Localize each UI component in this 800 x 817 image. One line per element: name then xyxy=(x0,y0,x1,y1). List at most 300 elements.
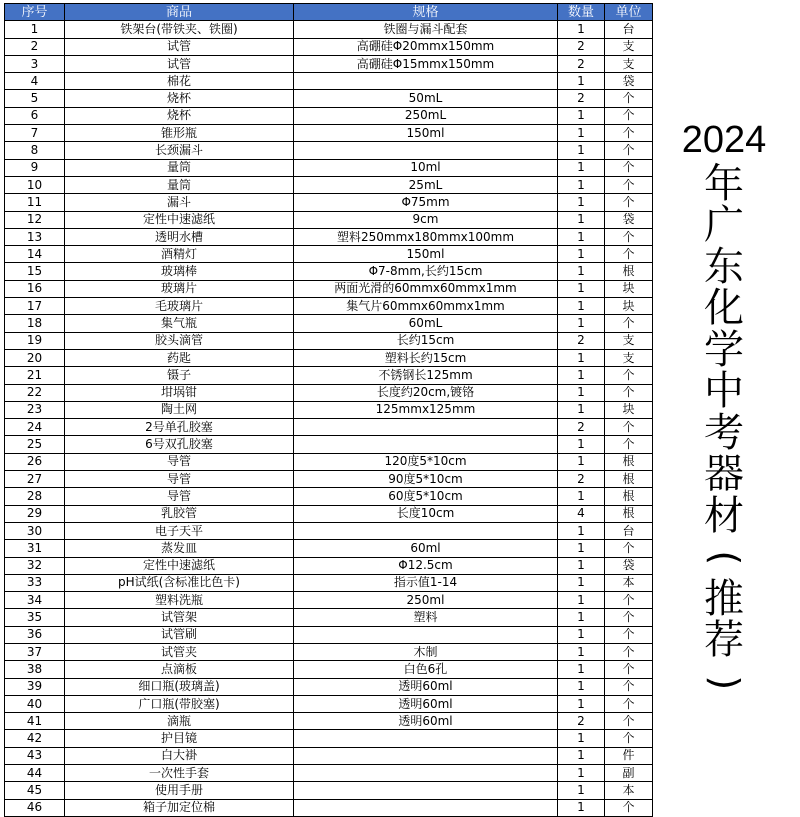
title-open-paren xyxy=(676,537,772,579)
item-name-cell: 坩埚钳 xyxy=(65,384,294,401)
item-spec-cell xyxy=(294,419,558,436)
item-spec-cell xyxy=(294,799,558,816)
item-unit-cell: 块 xyxy=(605,401,653,418)
item-name-cell: 长颈漏斗 xyxy=(65,142,294,159)
row-number-cell: 15 xyxy=(5,263,65,280)
table-row xyxy=(5,540,653,557)
item-spec-cell: 塑料长约15cm xyxy=(294,349,558,366)
item-qty-cell: 1 xyxy=(558,228,605,245)
item-unit-cell: 块 xyxy=(605,280,653,297)
equipment-table xyxy=(4,3,653,817)
row-number-cell: 4 xyxy=(5,73,65,90)
table-row xyxy=(5,228,653,245)
item-unit-cell: 个 xyxy=(605,436,653,453)
item-spec-cell: Φ7-8mm,长约15cm xyxy=(294,263,558,280)
row-number-cell: 29 xyxy=(5,505,65,522)
title-char: 年 xyxy=(704,160,744,207)
table-row xyxy=(5,799,653,816)
item-unit-cell: 个 xyxy=(605,107,653,124)
item-unit-cell: 个 xyxy=(605,228,653,245)
table-row xyxy=(5,176,653,193)
item-spec-cell: 150ml xyxy=(294,125,558,142)
item-qty-cell: 1 xyxy=(558,125,605,142)
title-char: 考 xyxy=(704,409,744,456)
row-number-cell: 46 xyxy=(5,799,65,816)
item-qty-cell: 2 xyxy=(558,419,605,436)
item-unit-cell: 副 xyxy=(605,765,653,782)
item-spec-cell: 铁圈与漏斗配套 xyxy=(294,21,558,38)
item-unit-cell: 个 xyxy=(605,384,653,401)
item-unit-cell: 根 xyxy=(605,471,653,488)
item-qty-cell: 1 xyxy=(558,643,605,660)
table-row xyxy=(5,349,653,366)
item-unit-cell: 袋 xyxy=(605,211,653,228)
item-name-cell: 锥形瓶 xyxy=(65,125,294,142)
row-number-cell: 31 xyxy=(5,540,65,557)
table-header-row xyxy=(5,4,653,21)
page-title xyxy=(676,120,772,703)
item-unit-cell: 袋 xyxy=(605,73,653,90)
table-row xyxy=(5,436,653,453)
table-row xyxy=(5,505,653,522)
item-spec-cell: 不锈钢长125mm xyxy=(294,367,558,384)
table-row xyxy=(5,38,653,55)
item-spec-cell: 塑料 xyxy=(294,609,558,626)
open-paren-glyph: ( xyxy=(702,550,747,566)
item-name-cell: 铁架台(带铁夹、铁圈) xyxy=(65,21,294,38)
item-name-cell: 药匙 xyxy=(65,349,294,366)
item-name-cell: 广口瓶(带胶塞) xyxy=(65,695,294,712)
row-number-cell: 17 xyxy=(5,298,65,315)
item-qty-cell: 1 xyxy=(558,21,605,38)
title-char: 化 xyxy=(704,285,744,331)
item-spec-cell: 指示值1-14 xyxy=(294,574,558,591)
row-number-cell: 3 xyxy=(5,55,65,72)
row-number-cell: 36 xyxy=(5,626,65,643)
table-row xyxy=(5,678,653,695)
item-qty-cell: 1 xyxy=(558,367,605,384)
item-unit-cell: 个 xyxy=(605,678,653,695)
table-row xyxy=(5,55,653,72)
item-name-cell: 试管架 xyxy=(65,609,294,626)
item-name-cell: 护目镜 xyxy=(65,730,294,747)
item-name-cell: 导管 xyxy=(65,471,294,488)
item-unit-cell: 个 xyxy=(605,194,653,211)
item-spec-cell xyxy=(294,142,558,159)
item-unit-cell: 根 xyxy=(605,453,653,470)
row-number-cell: 32 xyxy=(5,557,65,574)
title-char: 学 xyxy=(704,326,744,373)
title-close-paren xyxy=(676,662,772,704)
item-unit-cell: 本 xyxy=(605,574,653,591)
item-unit-cell: 根 xyxy=(605,263,653,280)
item-spec-cell xyxy=(294,730,558,747)
item-qty-cell: 1 xyxy=(558,159,605,176)
row-number-cell: 10 xyxy=(5,176,65,193)
table-row xyxy=(5,626,653,643)
item-spec-cell: 木制 xyxy=(294,643,558,660)
item-name-cell: 毛玻璃片 xyxy=(65,298,294,315)
item-qty-cell: 1 xyxy=(558,488,605,505)
item-unit-cell: 个 xyxy=(605,643,653,660)
item-unit-cell: 个 xyxy=(605,125,653,142)
row-number-cell: 19 xyxy=(5,332,65,349)
table-row xyxy=(5,419,653,436)
item-name-cell: pH试纸(含标准比色卡) xyxy=(65,574,294,591)
item-name-cell: 量筒 xyxy=(65,159,294,176)
table-row xyxy=(5,107,653,124)
item-name-cell: 棉花 xyxy=(65,73,294,90)
item-spec-cell: 60度5*10cm xyxy=(294,488,558,505)
row-number-cell: 35 xyxy=(5,609,65,626)
item-name-cell: 细口瓶(玻璃盖) xyxy=(65,678,294,695)
title-char: 中 xyxy=(704,368,744,414)
item-spec-cell: 塑料250mmx180mmx100mm xyxy=(294,228,558,245)
item-name-cell: 陶土网 xyxy=(65,401,294,418)
row-number-cell: 41 xyxy=(5,713,65,730)
row-number-cell: 23 xyxy=(5,401,65,418)
table-row xyxy=(5,73,653,90)
item-name-cell: 烧杯 xyxy=(65,90,294,107)
item-spec-cell xyxy=(294,626,558,643)
table-row xyxy=(5,246,653,263)
item-qty-cell: 1 xyxy=(558,453,605,470)
item-name-cell: 试管 xyxy=(65,55,294,72)
item-unit-cell: 个 xyxy=(605,661,653,678)
row-number-cell: 45 xyxy=(5,782,65,799)
item-spec-cell: 25mL xyxy=(294,176,558,193)
item-name-cell: 箱子加定位棉 xyxy=(65,799,294,816)
item-unit-cell: 个 xyxy=(605,540,653,557)
item-name-cell: 定性中速滤纸 xyxy=(65,557,294,574)
item-unit-cell: 个 xyxy=(605,315,653,332)
item-qty-cell: 1 xyxy=(558,401,605,418)
item-unit-cell: 个 xyxy=(605,159,653,176)
item-unit-cell: 袋 xyxy=(605,557,653,574)
row-number-cell: 26 xyxy=(5,453,65,470)
title-note-char: 荐 xyxy=(704,617,744,663)
item-name-cell: 试管夹 xyxy=(65,643,294,660)
item-qty-cell: 2 xyxy=(558,38,605,55)
item-name-cell: 玻璃棒 xyxy=(65,263,294,280)
item-spec-cell: Φ12.5cm xyxy=(294,557,558,574)
table-row xyxy=(5,384,653,401)
item-qty-cell: 1 xyxy=(558,298,605,315)
item-unit-cell: 根 xyxy=(605,505,653,522)
item-spec-cell: 长度约20cm,镀铬 xyxy=(294,384,558,401)
item-unit-cell: 支 xyxy=(605,55,653,72)
row-number-cell: 5 xyxy=(5,90,65,107)
title-note-char: 推 xyxy=(704,575,744,622)
item-name-cell: 漏斗 xyxy=(65,194,294,211)
item-name-cell: 胶头滴管 xyxy=(65,332,294,349)
row-number-cell: 21 xyxy=(5,367,65,384)
title-char: 广 xyxy=(704,202,744,248)
item-qty-cell: 1 xyxy=(558,263,605,280)
header-qty: 数量 xyxy=(558,4,605,21)
row-number-cell: 8 xyxy=(5,142,65,159)
item-name-cell: 使用手册 xyxy=(65,782,294,799)
item-spec-cell: 90度5*10cm xyxy=(294,471,558,488)
item-spec-cell xyxy=(294,436,558,453)
table-row xyxy=(5,159,653,176)
table-row xyxy=(5,488,653,505)
item-spec-cell: 两面光滑的60mmx60mmx1mm xyxy=(294,280,558,297)
table-row xyxy=(5,574,653,591)
table-row xyxy=(5,557,653,574)
item-unit-cell: 个 xyxy=(605,419,653,436)
table-row xyxy=(5,332,653,349)
row-number-cell: 18 xyxy=(5,315,65,332)
item-spec-cell: 50mL xyxy=(294,90,558,107)
close-paren-glyph: ) xyxy=(702,674,747,690)
item-qty-cell: 1 xyxy=(558,747,605,764)
row-number-cell: 22 xyxy=(5,384,65,401)
item-unit-cell: 个 xyxy=(605,609,653,626)
item-spec-cell: 透明60ml xyxy=(294,695,558,712)
item-unit-cell: 个 xyxy=(605,367,653,384)
item-spec-cell xyxy=(294,765,558,782)
item-unit-cell: 个 xyxy=(605,142,653,159)
item-qty-cell: 1 xyxy=(558,436,605,453)
table-row xyxy=(5,194,653,211)
item-unit-cell: 支 xyxy=(605,332,653,349)
item-name-cell: 酒精灯 xyxy=(65,246,294,263)
item-qty-cell: 1 xyxy=(558,765,605,782)
item-spec-cell: 250ml xyxy=(294,592,558,609)
title-char: 器 xyxy=(704,451,744,497)
item-qty-cell: 1 xyxy=(558,176,605,193)
row-number-cell: 20 xyxy=(5,349,65,366)
item-name-cell: 点滴板 xyxy=(65,661,294,678)
item-qty-cell: 1 xyxy=(558,522,605,539)
table-row xyxy=(5,90,653,107)
row-number-cell: 25 xyxy=(5,436,65,453)
item-qty-cell: 2 xyxy=(558,55,605,72)
item-spec-cell: 150ml xyxy=(294,246,558,263)
item-spec-cell: 60mL xyxy=(294,315,558,332)
table-row xyxy=(5,142,653,159)
item-name-cell: 镊子 xyxy=(65,367,294,384)
title-char: 材 xyxy=(704,492,744,539)
title-year: 2024 xyxy=(681,119,767,161)
item-spec-cell: 透明60ml xyxy=(294,678,558,695)
table-row xyxy=(5,367,653,384)
item-name-cell: 烧杯 xyxy=(65,107,294,124)
item-spec-cell: 60ml xyxy=(294,540,558,557)
item-qty-cell: 1 xyxy=(558,695,605,712)
item-name-cell: 电子天平 xyxy=(65,522,294,539)
item-qty-cell: 1 xyxy=(558,626,605,643)
row-number-cell: 44 xyxy=(5,765,65,782)
item-name-cell: 导管 xyxy=(65,453,294,470)
table-row xyxy=(5,263,653,280)
item-qty-cell: 1 xyxy=(558,384,605,401)
item-spec-cell: 120度5*10cm xyxy=(294,453,558,470)
item-spec-cell: 高硼硅Φ20mmx150mm xyxy=(294,38,558,55)
table-row xyxy=(5,747,653,764)
row-number-cell: 27 xyxy=(5,471,65,488)
item-name-cell: 白大褂 xyxy=(65,747,294,764)
item-qty-cell: 1 xyxy=(558,280,605,297)
item-qty-cell: 1 xyxy=(558,574,605,591)
item-name-cell: 集气瓶 xyxy=(65,315,294,332)
table-body xyxy=(5,21,653,817)
item-name-cell: 6号双孔胶塞 xyxy=(65,436,294,453)
item-name-cell: 导管 xyxy=(65,488,294,505)
table-row xyxy=(5,592,653,609)
item-qty-cell: 1 xyxy=(558,782,605,799)
row-number-cell: 24 xyxy=(5,419,65,436)
table-row xyxy=(5,765,653,782)
item-spec-cell: 长约15cm xyxy=(294,332,558,349)
item-unit-cell: 个 xyxy=(605,695,653,712)
item-qty-cell: 1 xyxy=(558,246,605,263)
item-name-cell: 乳胶管 xyxy=(65,505,294,522)
header-name: 商品 xyxy=(65,4,294,21)
item-qty-cell: 1 xyxy=(558,592,605,609)
item-name-cell: 蒸发皿 xyxy=(65,540,294,557)
header-unit: 单位 xyxy=(605,4,653,21)
item-unit-cell: 个 xyxy=(605,176,653,193)
row-number-cell: 28 xyxy=(5,488,65,505)
item-qty-cell: 1 xyxy=(558,609,605,626)
row-number-cell: 30 xyxy=(5,522,65,539)
item-unit-cell: 件 xyxy=(605,747,653,764)
row-number-cell: 1 xyxy=(5,21,65,38)
table-row xyxy=(5,609,653,626)
item-qty-cell: 4 xyxy=(558,505,605,522)
item-qty-cell: 1 xyxy=(558,730,605,747)
item-unit-cell: 个 xyxy=(605,626,653,643)
table-row xyxy=(5,661,653,678)
row-number-cell: 33 xyxy=(5,574,65,591)
table-row xyxy=(5,782,653,799)
table-row xyxy=(5,471,653,488)
row-number-cell: 2 xyxy=(5,38,65,55)
row-number-cell: 9 xyxy=(5,159,65,176)
table-row xyxy=(5,315,653,332)
item-name-cell: 玻璃片 xyxy=(65,280,294,297)
item-name-cell: 定性中速滤纸 xyxy=(65,211,294,228)
header-spec: 规格 xyxy=(294,4,558,21)
row-number-cell: 7 xyxy=(5,125,65,142)
item-name-cell: 量筒 xyxy=(65,176,294,193)
row-number-cell: 38 xyxy=(5,661,65,678)
item-qty-cell: 1 xyxy=(558,678,605,695)
table-row xyxy=(5,125,653,142)
item-unit-cell: 个 xyxy=(605,592,653,609)
item-spec-cell xyxy=(294,747,558,764)
item-unit-cell: 个 xyxy=(605,246,653,263)
row-number-cell: 6 xyxy=(5,107,65,124)
item-qty-cell: 2 xyxy=(558,471,605,488)
item-spec-cell: 长度10cm xyxy=(294,505,558,522)
table-row xyxy=(5,713,653,730)
row-number-cell: 39 xyxy=(5,678,65,695)
row-number-cell: 42 xyxy=(5,730,65,747)
item-qty-cell: 1 xyxy=(558,142,605,159)
row-number-cell: 37 xyxy=(5,643,65,660)
item-unit-cell: 个 xyxy=(605,730,653,747)
item-spec-cell: 250mL xyxy=(294,107,558,124)
item-qty-cell: 1 xyxy=(558,349,605,366)
row-number-cell: 16 xyxy=(5,280,65,297)
item-name-cell: 一次性手套 xyxy=(65,765,294,782)
item-qty-cell: 2 xyxy=(558,90,605,107)
item-unit-cell: 块 xyxy=(605,298,653,315)
item-unit-cell: 支 xyxy=(605,38,653,55)
item-spec-cell: 10ml xyxy=(294,159,558,176)
item-spec-cell: 高硼硅Φ15mmx150mm xyxy=(294,55,558,72)
item-unit-cell: 台 xyxy=(605,21,653,38)
row-number-cell: 11 xyxy=(5,194,65,211)
item-qty-cell: 2 xyxy=(558,332,605,349)
item-spec-cell xyxy=(294,782,558,799)
item-spec-cell: 透明60ml xyxy=(294,713,558,730)
row-number-cell: 12 xyxy=(5,211,65,228)
table-row xyxy=(5,298,653,315)
item-spec-cell: Φ75mm xyxy=(294,194,558,211)
table-row xyxy=(5,643,653,660)
item-unit-cell: 支 xyxy=(605,349,653,366)
item-qty-cell: 1 xyxy=(558,540,605,557)
table-row xyxy=(5,401,653,418)
item-spec-cell: 125mmx125mm xyxy=(294,401,558,418)
item-spec-cell xyxy=(294,522,558,539)
item-unit-cell: 个 xyxy=(605,713,653,730)
item-qty-cell: 1 xyxy=(558,799,605,816)
row-number-cell: 40 xyxy=(5,695,65,712)
row-number-cell: 13 xyxy=(5,228,65,245)
item-name-cell: 塑料洗瓶 xyxy=(65,592,294,609)
item-unit-cell: 个 xyxy=(605,90,653,107)
item-qty-cell: 1 xyxy=(558,107,605,124)
item-unit-cell: 根 xyxy=(605,488,653,505)
row-number-cell: 14 xyxy=(5,246,65,263)
item-qty-cell: 1 xyxy=(558,315,605,332)
item-spec-cell: 白色6孔 xyxy=(294,661,558,678)
item-qty-cell: 1 xyxy=(558,211,605,228)
item-qty-cell: 1 xyxy=(558,73,605,90)
table-row xyxy=(5,453,653,470)
item-name-cell: 透明水槽 xyxy=(65,228,294,245)
item-spec-cell: 集气片60mmx60mmx1mm xyxy=(294,298,558,315)
table-row xyxy=(5,522,653,539)
header-no: 序号 xyxy=(5,4,65,21)
item-qty-cell: 1 xyxy=(558,194,605,211)
table-row xyxy=(5,695,653,712)
item-name-cell: 试管 xyxy=(65,38,294,55)
table-row xyxy=(5,280,653,297)
item-spec-cell xyxy=(294,73,558,90)
row-number-cell: 34 xyxy=(5,592,65,609)
row-number-cell: 43 xyxy=(5,747,65,764)
item-qty-cell: 1 xyxy=(558,661,605,678)
table-row xyxy=(5,211,653,228)
item-name-cell: 滴瓶 xyxy=(65,713,294,730)
item-unit-cell: 个 xyxy=(605,799,653,816)
item-unit-cell: 台 xyxy=(605,522,653,539)
item-unit-cell: 本 xyxy=(605,782,653,799)
item-name-cell: 试管刷 xyxy=(65,626,294,643)
title-char: 东 xyxy=(704,243,744,290)
item-qty-cell: 2 xyxy=(558,713,605,730)
item-name-cell: 2号单孔胶塞 xyxy=(65,419,294,436)
item-qty-cell: 1 xyxy=(558,557,605,574)
item-spec-cell: 9cm xyxy=(294,211,558,228)
table-row xyxy=(5,730,653,747)
